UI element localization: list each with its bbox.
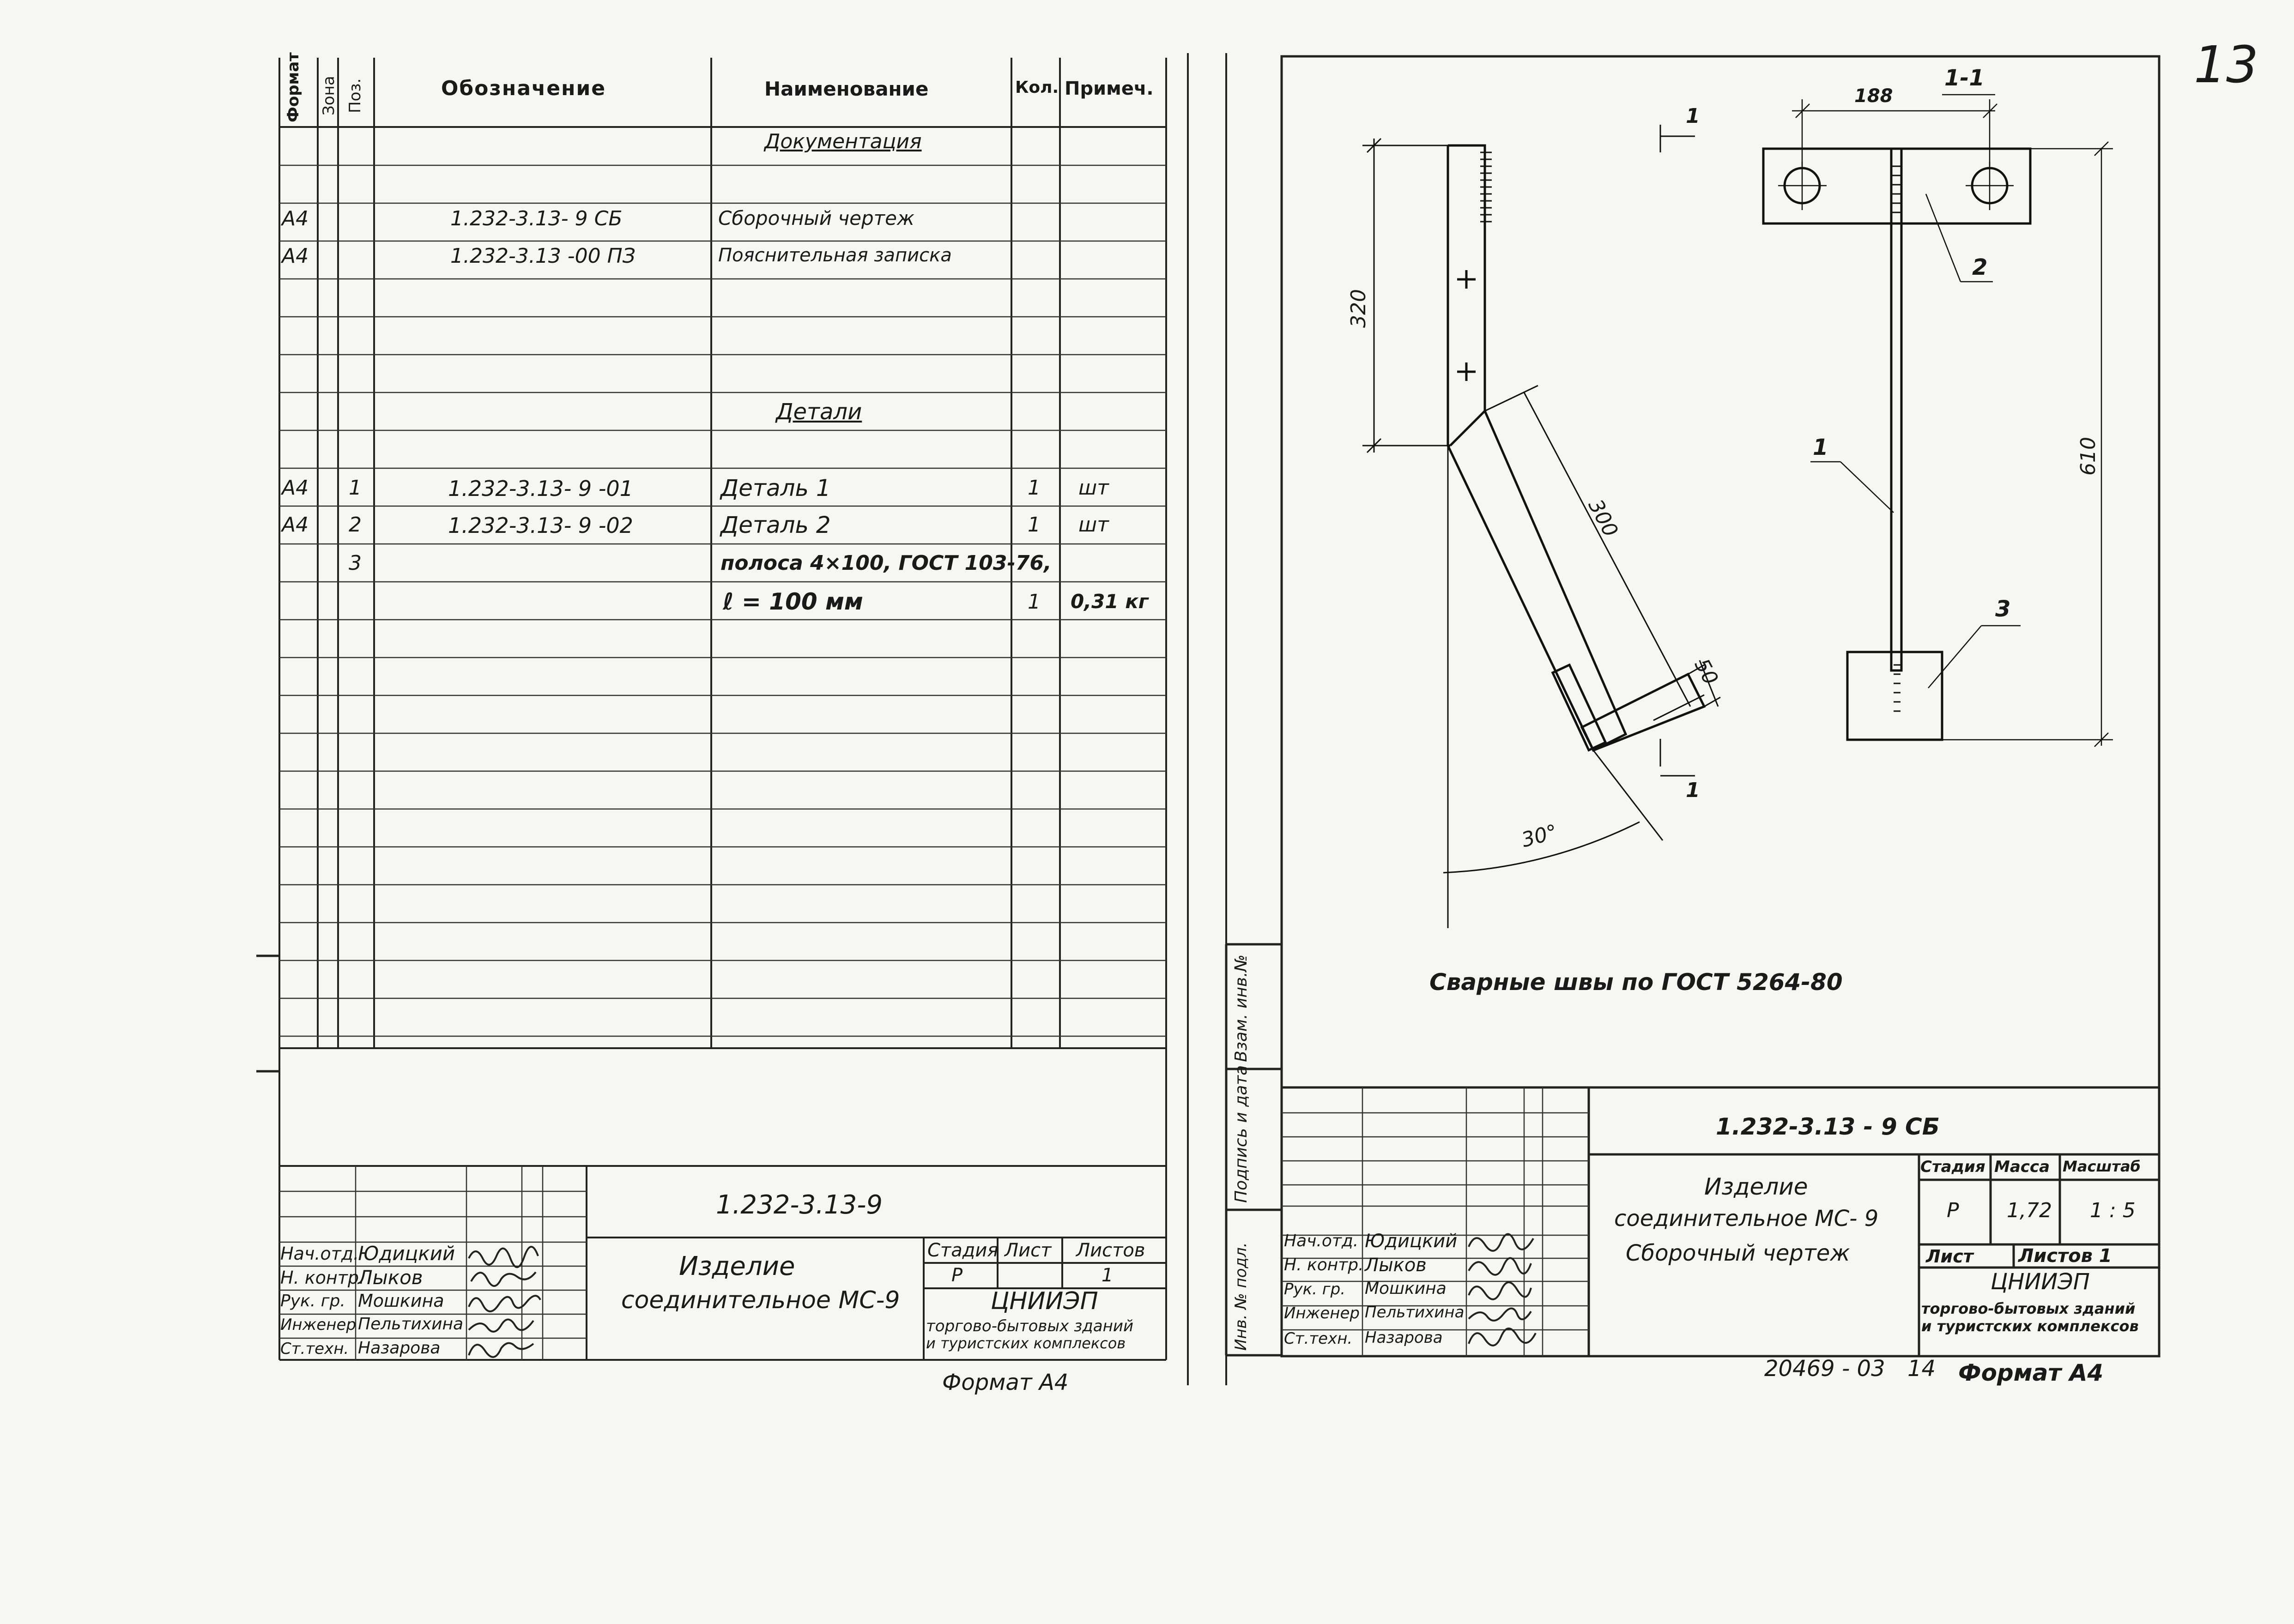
part-row-2-qty: 1 bbox=[1028, 513, 1041, 537]
right-sheets-label: Листов 1 bbox=[2018, 1245, 2112, 1267]
col-header-note: Примеч. bbox=[1065, 78, 1154, 99]
right-scale-label: Масштаб bbox=[2063, 1158, 2141, 1175]
part-row-4-name: ℓ = 100 мм bbox=[723, 588, 863, 615]
right-person-2-name: Лыков bbox=[1365, 1255, 1427, 1276]
right-sheet-label: Лист bbox=[1926, 1246, 1973, 1267]
left-org-line2: торгово-бытовых зданий bbox=[926, 1317, 1134, 1335]
dim-320: 320 bbox=[1347, 289, 1370, 328]
part-row-3-pos: 3 bbox=[349, 551, 362, 575]
right-person-4-name: Пельтихина bbox=[1365, 1303, 1465, 1322]
col-header-format: Формат bbox=[284, 52, 303, 122]
left-person-4-role: Инженер bbox=[280, 1316, 356, 1334]
part-row-1-qty: 1 bbox=[1028, 476, 1041, 500]
right-title-code: 1.232-3.13 - 9 СБ bbox=[1716, 1113, 1940, 1140]
left-person-1-name: Юдицкий bbox=[358, 1242, 455, 1265]
right-mass-label: Масса bbox=[1994, 1158, 2050, 1176]
left-sheets-value: 1 bbox=[1102, 1265, 1114, 1286]
part-row-1-designation: 1.232-3.13- 9 -01 bbox=[448, 476, 633, 501]
bottom-code: 20469 - 03 bbox=[1764, 1356, 1885, 1382]
left-person-3-name: Мошкина bbox=[358, 1291, 444, 1311]
right-stage-value: Р bbox=[1947, 1199, 1959, 1222]
dim-610: 610 bbox=[2076, 437, 2100, 476]
right-person-1-role: Нач.отд. bbox=[1284, 1232, 1359, 1250]
right-person-2-role: Н. контр. bbox=[1284, 1256, 1364, 1274]
left-person-5-name: Назарова bbox=[358, 1339, 441, 1358]
right-org-line3: и туристских комплексов bbox=[1921, 1317, 2139, 1335]
side-label-inv: Инв. № подл. bbox=[1232, 1242, 1250, 1351]
part-row-4-qty: 1 bbox=[1028, 590, 1041, 614]
side-label-sign: Подпись и дата bbox=[1232, 1065, 1251, 1203]
col-header-zone: Зона bbox=[320, 76, 338, 115]
section-parts: Детали bbox=[776, 399, 862, 425]
section-label-1-1: 1-1 bbox=[1944, 65, 1985, 91]
part-row-2-note: шт bbox=[1078, 513, 1109, 537]
right-title-line2: соединительное МС- 9 bbox=[1614, 1206, 1879, 1232]
col-header-qty: Кол. bbox=[1015, 78, 1059, 97]
right-scale-value: 1 : 5 bbox=[2090, 1199, 2136, 1222]
right-person-5-role: Ст.техн. bbox=[1284, 1329, 1353, 1348]
left-person-1-role: Нач.отд. bbox=[280, 1244, 359, 1264]
doc-row-1-name: Сборочный чертеж bbox=[718, 207, 914, 229]
doc-row-1-format: А4 bbox=[282, 207, 309, 230]
doc-row-2-designation: 1.232-3.13 -00 ПЗ bbox=[450, 244, 636, 268]
part-row-1-note: шт bbox=[1078, 476, 1109, 500]
callout-1: 1 bbox=[1813, 435, 1828, 460]
callout-2: 2 bbox=[1972, 254, 1988, 280]
right-mass-value: 1,72 bbox=[2007, 1199, 2052, 1222]
doc-row-1-designation: 1.232-3.13- 9 СБ bbox=[450, 207, 623, 230]
angle-30: 30° bbox=[1519, 820, 1560, 852]
part-row-4-note: 0,31 кг bbox=[1071, 590, 1149, 613]
part-row-2-designation: 1.232-3.13- 9 -02 bbox=[448, 513, 633, 538]
part-row-1-pos: 1 bbox=[349, 476, 362, 500]
left-title-line1: Изделие bbox=[679, 1251, 795, 1281]
right-person-3-role: Рук. гр. bbox=[1284, 1280, 1346, 1298]
right-person-1-name: Юдицкий bbox=[1365, 1231, 1458, 1252]
right-stage-label: Стадия bbox=[1920, 1158, 1985, 1176]
left-person-2-role: Н. контр. bbox=[280, 1268, 365, 1288]
right-format-note: Формат А4 bbox=[1958, 1359, 2104, 1386]
right-person-3-name: Мошкина bbox=[1365, 1279, 1447, 1298]
part-row-1-format: А4 bbox=[282, 476, 309, 500]
right-person-5-name: Назарова bbox=[1365, 1328, 1443, 1347]
left-org-line1: ЦНИИЭП bbox=[991, 1287, 1098, 1315]
right-person-4-role: Инженер bbox=[1284, 1304, 1360, 1322]
doc-row-2-name: Пояснительная записка bbox=[718, 245, 952, 266]
col-header-pos: Поз. bbox=[346, 78, 364, 113]
left-sheets-label: Листов bbox=[1076, 1240, 1145, 1261]
section-mark-bottom: 1 bbox=[1686, 779, 1700, 802]
left-title-code: 1.232-3.13-9 bbox=[716, 1190, 883, 1220]
left-org-line3: и туристских комплексов bbox=[926, 1334, 1126, 1352]
right-org-line1: ЦНИИЭП bbox=[1991, 1269, 2090, 1295]
left-person-4-name: Пельтихина bbox=[358, 1315, 464, 1334]
side-label-vzam: Взам. инв.№ bbox=[1232, 954, 1251, 1062]
right-org-line2: торгово-бытовых зданий bbox=[1921, 1300, 2136, 1317]
col-header-name: Наименование bbox=[764, 78, 929, 100]
left-stage-label: Стадия bbox=[927, 1240, 999, 1261]
doc-row-2-format: А4 bbox=[282, 244, 309, 268]
part-row-2-pos: 2 bbox=[349, 513, 362, 537]
dim-300: 300 bbox=[1583, 495, 1622, 541]
bottom-page: 14 bbox=[1907, 1356, 1936, 1382]
section-documentation: Документация bbox=[764, 130, 922, 153]
col-header-designation: Обозначение bbox=[441, 77, 606, 100]
left-person-3-role: Рук. гр. bbox=[280, 1292, 345, 1310]
weld-note: Сварные швы по ГОСТ 5264-80 bbox=[1429, 969, 1843, 996]
right-title-line3: Сборочный чертеж bbox=[1626, 1240, 1850, 1266]
dim-50: 50 bbox=[1689, 655, 1723, 689]
page-number: 13 bbox=[2194, 35, 2258, 94]
section-mark-top: 1 bbox=[1686, 104, 1700, 128]
left-sheet-label: Лист bbox=[1005, 1240, 1052, 1261]
left-person-2-name: Лыков bbox=[358, 1266, 423, 1289]
left-stage-value: Р bbox=[951, 1265, 963, 1286]
part-row-1-name: Деталь 1 bbox=[720, 475, 831, 501]
right-title-line1: Изделие bbox=[1704, 1173, 1808, 1200]
part-row-3-name: полоса 4×100, ГОСТ 103-76, bbox=[720, 551, 1052, 575]
part-row-2-format: А4 bbox=[282, 513, 309, 537]
left-person-5-role: Ст.техн. bbox=[280, 1340, 349, 1358]
left-title-line2: соединительное МС-9 bbox=[621, 1286, 900, 1314]
part-row-2-name: Деталь 2 bbox=[720, 512, 831, 538]
callout-3: 3 bbox=[1995, 596, 2011, 622]
left-format-note: Формат А4 bbox=[942, 1370, 1069, 1395]
dim-188: 188 bbox=[1854, 85, 1893, 107]
